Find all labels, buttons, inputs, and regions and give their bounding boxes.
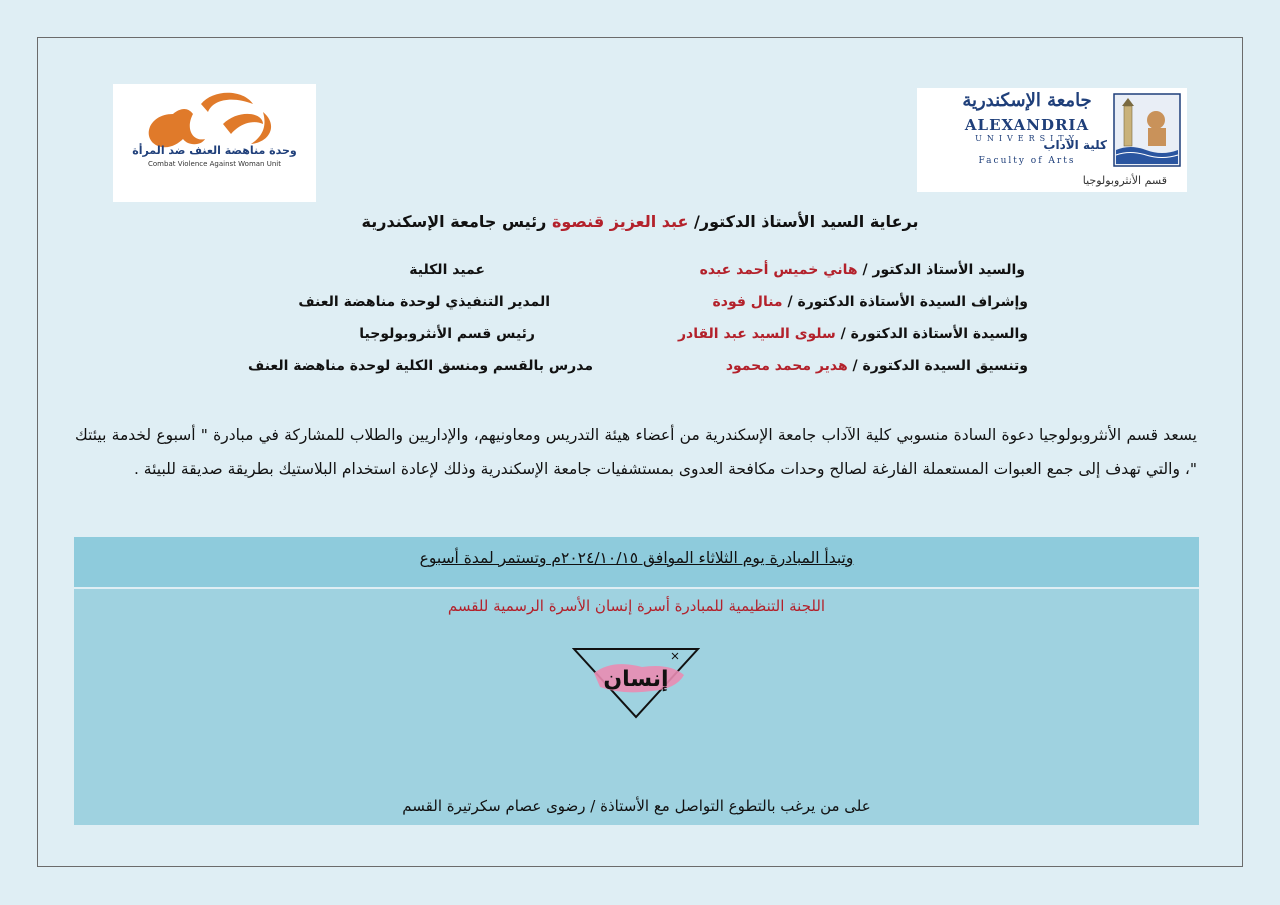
official-name: هدير محمد محمود (725, 358, 848, 374)
patronage-prefix: برعاية السيد الأستاذ الدكتور/ (694, 212, 919, 231)
university-name-ar: جامعة الإسكندرية (962, 90, 1092, 111)
official-row-supervisor (713, 294, 1028, 310)
lighthouse-emblem-icon (1112, 92, 1182, 168)
initiative-start-line: وتبدأ المبادرة يوم الثلاثاء الموافق ٢٠٢٤/١٠/١٥م وتستمر لمدة أسبوع (419, 549, 854, 567)
organizing-committee: اللجنة التنظيمية للمبادرة أسرة إنسان الأسرة الرسمية للقسم (447, 597, 826, 615)
university-name-en: ALEXANDRIA (964, 116, 1090, 134)
official-row-head (678, 326, 1028, 342)
official-role-coordinator: مدرس بالقسم ومنسق الكلية لوحدة مناهضة العنف (248, 358, 593, 374)
faculty-name-en: Faculty of Arts (978, 156, 1076, 166)
department-name: قسم الأنثروبولوجيا (1082, 174, 1167, 187)
official-prefix: والسيد الأستاذ الدكتور / (862, 262, 1025, 278)
volunteer-contact: على من يرغب بالتطوع التواصل مع الأستاذة / رضوى عصام سكرتيرة القسم (402, 797, 871, 815)
official-row-dean (700, 262, 1025, 278)
unit-title-ar: وحدة مناهضة العنف ضد المرأة (132, 144, 297, 157)
ensan-family-logo (572, 645, 700, 721)
official-role-dean: عميد الكلية (409, 262, 485, 278)
ensan-logo-text: إنسان (603, 667, 669, 692)
unit-title-en: Combat Violence Against Woman Unit (148, 160, 281, 168)
patronage-suffix: رئيس جامعة الإسكندرية (361, 212, 547, 231)
official-role-head: رئيس قسم الأنثروبولوجيا (359, 326, 535, 342)
university-logo (917, 88, 1187, 192)
official-prefix: والسيدة الأستاذة الدكتورة / (840, 326, 1028, 342)
faculty-name-ar: كلية الآداب (1043, 138, 1107, 152)
official-role-supervisor: المدير التنفيذي لوحدة مناهضة العنف (298, 294, 550, 310)
invitation-paragraph: يسعد قسم الأنثروبولوجيا دعوة السادة منسوبي كلية الآداب جامعة الإسكندرية من أعضاء هيئة التدريس ومعاونيهم، والإداريين والطلاب للمشاركة في مبادرة " أسبوع لخدمة بيئتك "، والتي تهدف إلى جمع العبوات المستعملة الفارغة لصالح وحدات مكافحة العدوى بمستشفيات جامعة الإسكندرية وذلك لإعادة استخدام البلاستيك بطريقة صديقة للبيئة . (75, 426, 1197, 478)
official-name: سلوى السيد عبد القادر (677, 326, 836, 342)
university-word-en: UNIVERSITY (975, 134, 1079, 143)
official-name: منال فودة (712, 294, 783, 310)
official-prefix: وإشراف السيدة الأستاذة الدكتورة / (787, 294, 1028, 310)
patronage-line (300, 212, 980, 231)
official-name: هاني خميس أحمد عبده (699, 262, 858, 278)
official-prefix: وتنسيق السيدة الدكتورة / (852, 358, 1028, 374)
official-row-coordinator (726, 358, 1028, 374)
unit-emblem-icon (113, 84, 316, 202)
unit-logo (113, 84, 316, 202)
patron-name: عبد العزيز قنصوة (551, 212, 689, 231)
